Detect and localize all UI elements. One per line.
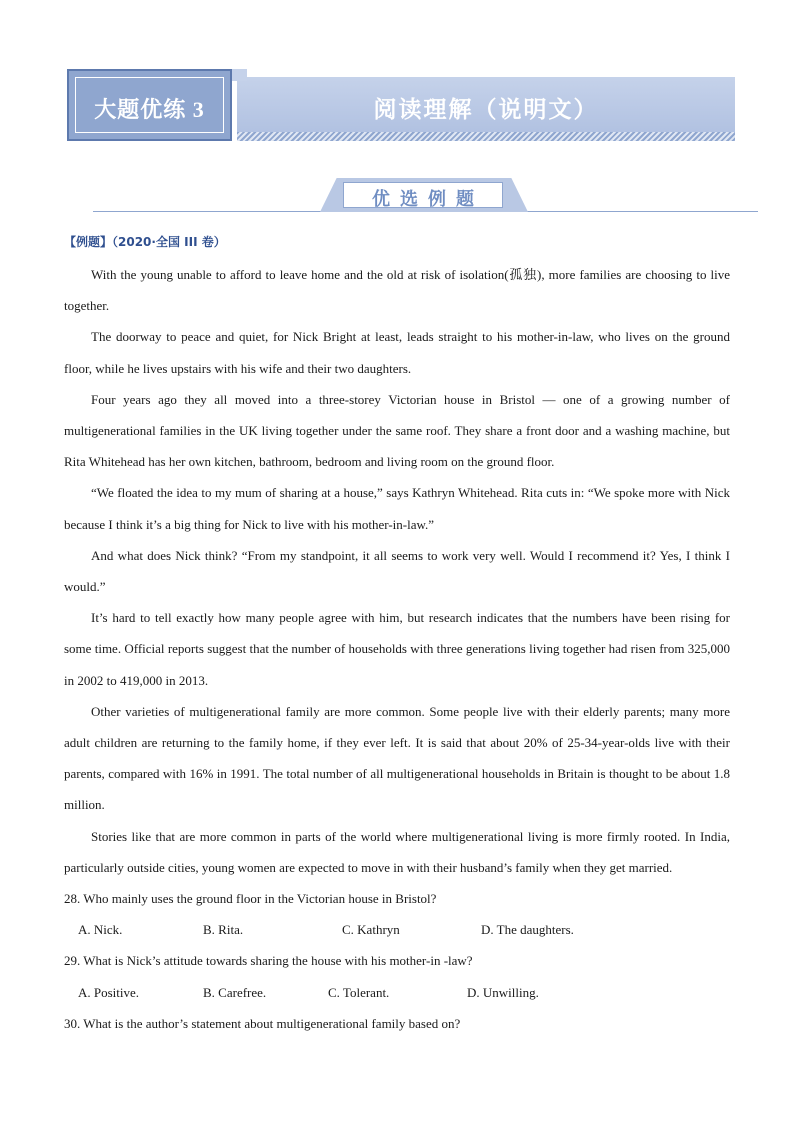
question-29: 29. What is Nick’s attitude towards sharing the house with his mother-in -law? <box>64 953 473 969</box>
header-banner <box>67 69 735 141</box>
paragraph: Stories like that are more common in parts of the world where multigenerational living is more firmly rooted. In India, particularly outside cities, young women are expected to move in with their husband’s family when they get married. <box>64 828 730 875</box>
banner-label: 大题优练 3 <box>94 97 205 122</box>
question-28: 28. Who mainly uses the ground floor in the Victorian house in Bristol? <box>64 891 437 907</box>
option-d: D. Unwilling. <box>467 984 539 1000</box>
question-30: 30. What is the author’s statement about multigenerational family based on? <box>64 1015 461 1031</box>
option-b: B. Rita. <box>203 922 244 938</box>
banner-title-panel <box>237 77 735 141</box>
paragraph: Four years ago they all moved into a three-storey Victorian house in Bristol — one of a growing number of multigenerational families in the UK living together under the same roof. They share a front door and a washing machine, but Rita Whitehead has her own kitchen, bathroom, bedroom and living room on the ground floor. <box>64 391 730 470</box>
example-content <box>64 232 730 1039</box>
paragraph: “We floated the idea to my mum of sharing at a house,” says Kathryn Whitehead. Rita cuts in: “We spoke more with Nick because I think it’s a big thing for Nick to live with his mother-in-law.” <box>64 485 730 532</box>
paragraph: The doorway to peace and quiet, for Nick Bright at least, leads straight to his mother-in-law, who lives on the ground floor, while he lives upstairs with his wife and their two daughters. <box>64 329 730 376</box>
paragraph: With the young unable to afford to leave home and the old at risk of isolation(孤独), more families are choosing to live together. <box>64 267 730 314</box>
option-a: A. Positive. <box>78 984 140 1000</box>
paragraph: It’s hard to tell exactly how many people agree with him, but research indicates that the numbers have been rising for some time. Official reports suggest that the number of households with three generations living together had risen from 325,000 in 2002 to 419,000 in 2013. <box>64 610 730 688</box>
option-a: A. Nick. <box>78 922 123 938</box>
paragraph: And what does Nick think? “From my standpoint, it all seems to work very well. Would I recommend it? Yes, I think I would.” <box>64 547 730 595</box>
banner-title: 阅读理解（说明文） <box>373 97 599 122</box>
option-b: B. Carefree. <box>203 984 267 1000</box>
section-tab-label: 优选例题 <box>372 189 484 209</box>
question-28-options <box>64 914 730 945</box>
option-c: C. Kathryn <box>342 922 400 938</box>
example-label: 【例题】（2020·全国 III 卷） <box>64 235 226 249</box>
option-d: D. The daughters. <box>481 922 574 938</box>
paragraph: Other varieties of multigenerational family are more common. Some people live with their elderly parents; many more adult children are returning to the family home, if they ever left. It is said that about 20% of 25-34-year-olds live with their parents, compared with 16% in 1991. The total number of all multigenerational households in Britain is thought to be about 1.8 million. <box>64 703 730 813</box>
banner-label-box <box>67 69 232 141</box>
option-c: C. Tolerant. <box>328 984 390 1000</box>
question-29-options <box>64 977 730 1008</box>
banner-stripes <box>237 132 735 141</box>
section-tab <box>343 182 503 208</box>
